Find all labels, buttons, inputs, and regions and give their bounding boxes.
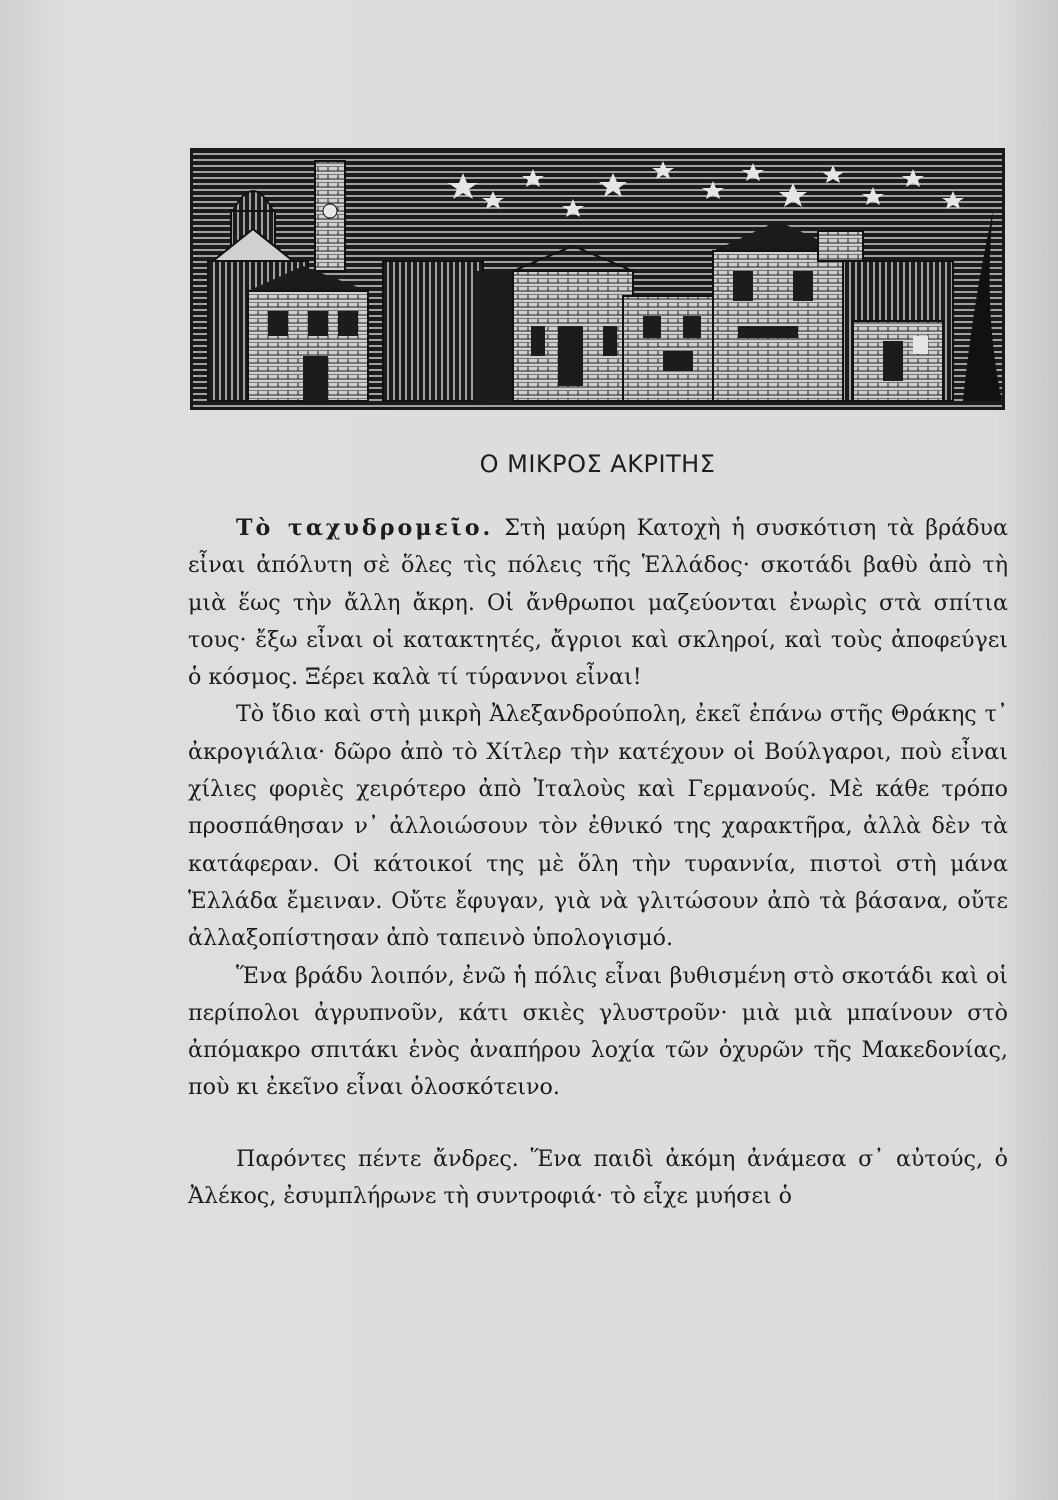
woodcut-illustration (190, 148, 1005, 410)
paragraph (188, 696, 1008, 957)
paragraph (188, 958, 1008, 1107)
paragraph (188, 510, 1008, 696)
village-night-woodcut-icon (193, 151, 1002, 407)
paragraph-text: Στὴ μαύρη Κατοχὴ ἡ συσκότιση τὰ βράδυα εἶναι ἀπόλυτη σὲ ὅλες τὶς πόλεις τῆς Ἑλλάδος· σκοτάδι βαθὺ ἀπὸ τὴ μιὰ ἕως τὴν ἄλλη ἄκρη. Οἱ ἄνθρωποι μαζεύονται ἐνωρὶς στὰ σπίτια τους· ἔξω εἶναι οἱ κατακτητές, ἄγριοι καὶ σκληροί, καὶ τοὺς ἀποφεύγει ὁ κόσμος. Ξέρει καλὰ τί τύραννοι εἶναι! (188, 515, 1008, 691)
paragraph-text: Τὸ ἴδιο καὶ στὴ μικρὴ Ἀλεξανδρούπολη, ἐκεῖ ἐπάνω στῆς Θράκης τ᾿ ἀκρογιάλια· δῶρο ἀπὸ τὸ Χίτλερ τὴν κατέχουν οἱ Βούλγαροι, ποὺ εἶναι χίλιες φοριὲς χειρότερο ἀπὸ Ἰταλοὺς καὶ Γερμανούς. Μὲ κάθε τρόπο προσπάθησαν ν᾿ ἀλλοιώσουν τὸν ἐθνικό της χαρακτῆρα, ἀλλὰ δὲν τὰ κατάφεραν. Οἱ κάτοικοί της μὲ ὅλη τὴν τυραννία, πιστοὶ στὴ μάνα Ἑλλάδα ἔμειναν. Οὔτε ἔφυγαν, γιὰ νὰ γλιτώσουν ἀπὸ τὰ βάσανα, οὔτε ἀλλαξοπίστησαν ἀπὸ ταπεινὸ ὑπολογισμό. (188, 701, 1008, 952)
paragraph-lead: Τὸ ταχυδρομεῖο. (236, 515, 494, 541)
chapter-title: Ο ΜΙΚΡΟΣ ΑΚΡΙΤΗΣ (479, 450, 716, 478)
paragraph (188, 1141, 1008, 1216)
paragraph-text: Παρόντες πέντε ἄνδρες. Ἕνα παιδὶ ἀκόμη ἀνάμεσα σ᾿ αὐτούς, ὁ Ἀλέκος, ἐσυμπλήρωνε τὴ συντροφιά· τὸ εἶχε μυήσει ὁ (188, 1145, 1008, 1210)
body-text (188, 510, 1008, 1215)
paragraph-text: Ἕνα βράδυ λοιπόν, ἐνῶ ἡ πόλις εἶναι βυθισμένη στὸ σκοτάδι καὶ οἱ περίπολοι ἀγρυπνοῦν, κάτι σκιὲς γλυστροῦν· μιὰ μιὰ μπαίνουν στὸ ἀπόμακρο σπιτάκι ἑνὸς ἀναπήρου λοχία τῶν ὀχυρῶν τῆς Μακεδονίας, ποὺ κι ἐκεῖνο εἶναι ὁλοσκότεινο. (188, 962, 1008, 1101)
